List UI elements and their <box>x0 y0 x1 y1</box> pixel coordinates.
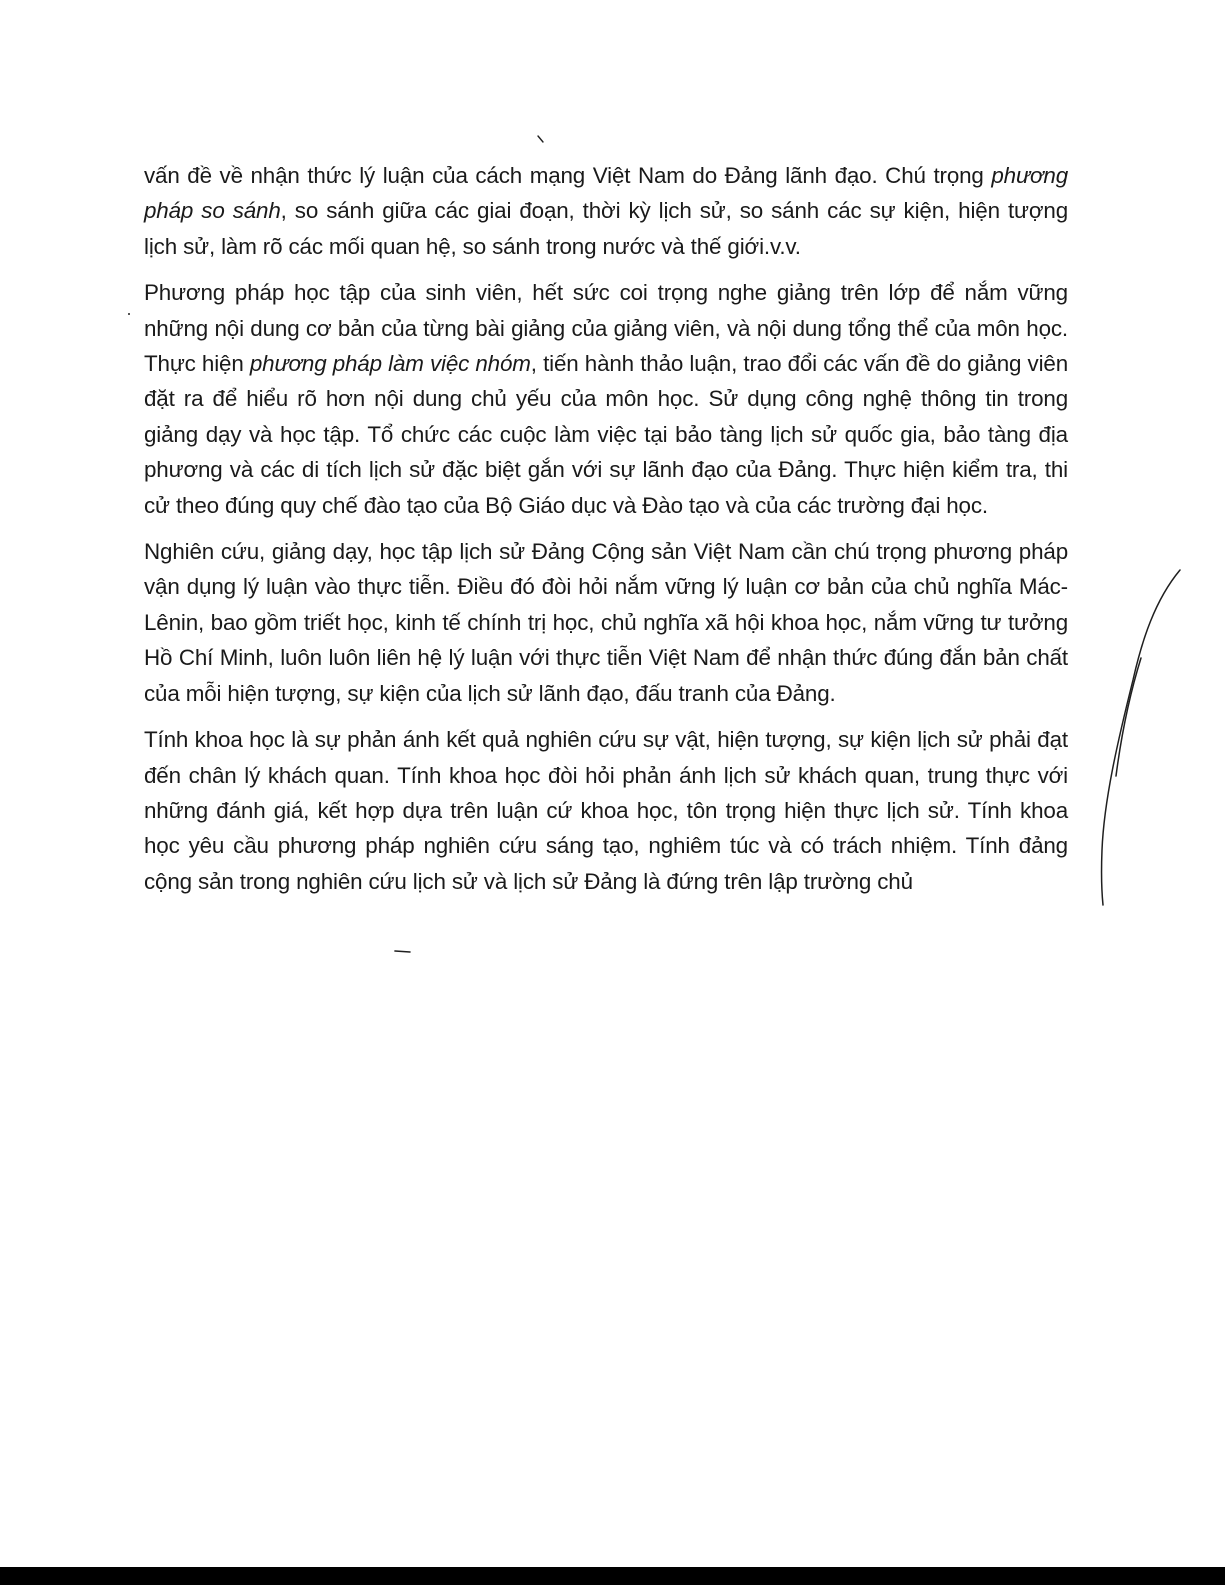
paragraph-2-italic-group-work-method: phương pháp làm việc nhóm <box>249 351 531 377</box>
paragraph-theory-practice-method <box>144 534 1068 711</box>
paragraph-comparison-method <box>144 158 1068 264</box>
paragraph-scientific-nature <box>144 722 1068 899</box>
paragraph-1-italic-comparison-method: phương pháp so sánh <box>144 163 1068 224</box>
paragraph-2-segment-1: Phương pháp học tập của sinh viên, hết sức coi trọng nghe giảng trên lớp để nắm vững những nội dung cơ bản của từng bài giảng của giảng viên, và nội dung tổng thể của môn học. Thực hiện <box>144 280 1068 377</box>
pen-margin-stroke-long <box>1102 570 1180 905</box>
pen-dash-mark <box>395 951 410 952</box>
paragraph-2-segment-3: , tiến hành thảo luận, trao đổi các vấn đề do giảng viên đặt ra để hiểu rõ hơn nội dung chủ yếu của môn học. Sử dụng công nghệ thông tin trong giảng dạy và học tập. Tổ chức các cuộc làm việc tại bảo tàng lịch sử quốc gia, bảo tàng địa phương và các di tích lịch sử đặc biệt gắn với sự lãnh đạo của Đảng. Thực hiện kiểm tra, thi cử theo đúng quy chế đào tạo của Bộ Giáo dục và Đào tạo và của các trường đại học. <box>144 351 1069 518</box>
scan-bottom-edge <box>0 1567 1225 1585</box>
paragraph-1-segment-3: , so sánh giữa các giai đoạn, thời kỳ lịch sử, so sánh các sự kiện, hiện tượng lịch sử, làm rõ các mối quan hệ, so sánh trong nước và thế giới.v.v. <box>144 198 1069 259</box>
pen-tick-mark <box>538 136 543 142</box>
document-body <box>144 158 1068 910</box>
paragraph-4-segment-1: Tính khoa học là sự phản ánh kết quả nghiên cứu sự vật, hiện tượng, sự kiện lịch sử phải đạt đến chân lý khách quan. Tính khoa học đòi hỏi phản ánh lịch sử khách quan, trung thực với những đánh giá, kết hợp dựa trên luận cứ khoa học, tôn trọng hiện thực lịch sử. Tính khoa học yêu cầu phương pháp nghiên cứu sáng tạo, nghiêm túc và có trách nhiệm. Tính đảng cộng sản trong nghiên cứu lịch sử và lịch sử Đảng là đứng trên lập trường chủ <box>144 727 1068 894</box>
paragraph-3-segment-1: Nghiên cứu, giảng dạy, học tập lịch sử Đảng Cộng sản Việt Nam cần chú trọng phương pháp vận dụng lý luận vào thực tiễn. Điều đó đòi hỏi nắm vững lý luận cơ bản của chủ nghĩa Mác-Lênin, bao gồm triết học, kinh tế chính trị học, chủ nghĩa xã hội khoa học, nắm vững tư tưởng Hồ Chí Minh, luôn luôn liên hệ lý luận với thực tiễn Việt Nam để nhận thức đúng đắn bản chất của mỗi hiện tượng, sự kiện của lịch sử lãnh đạo, đấu tranh của Đảng. <box>144 539 1068 706</box>
pen-margin-stroke-short <box>1116 658 1141 776</box>
pen-dot-mark <box>128 313 130 315</box>
paragraph-1-segment-1: vấn đề về nhận thức lý luận của cách mạng Việt Nam do Đảng lãnh đạo. Chú trọng <box>144 163 992 188</box>
paragraph-student-learning-method <box>144 275 1068 523</box>
